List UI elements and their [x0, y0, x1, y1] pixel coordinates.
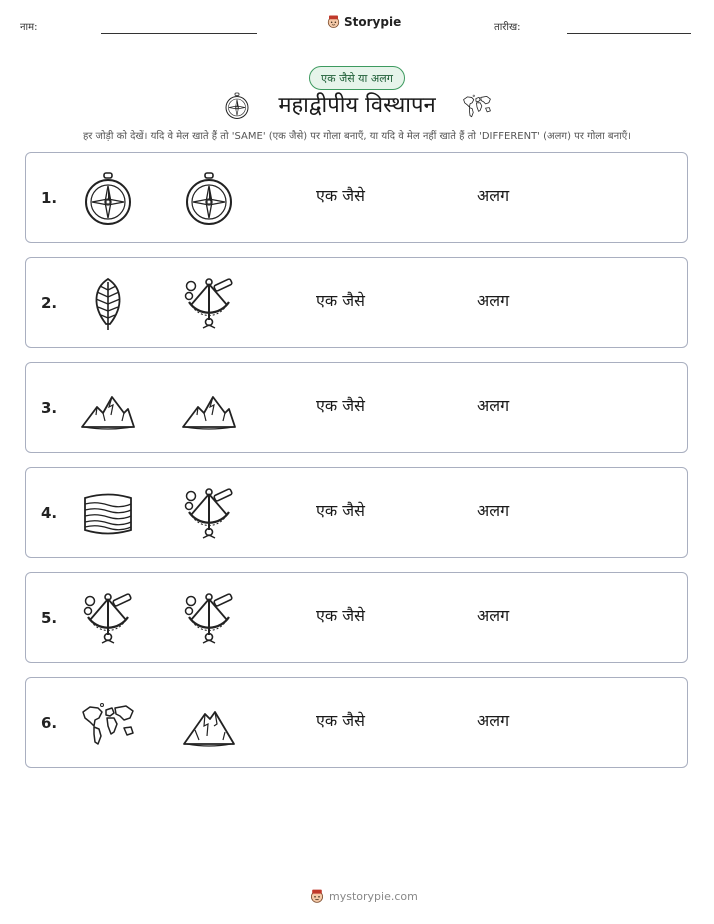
name-line[interactable] [101, 33, 257, 34]
date-line[interactable] [567, 33, 691, 34]
question-number: 5. [41, 609, 58, 627]
mountain-icon [181, 696, 237, 752]
same-option[interactable]: एक जैसे [316, 291, 365, 310]
footer [309, 887, 418, 905]
brand-name: Storypie [344, 14, 402, 29]
question-number: 2. [41, 294, 58, 312]
question-number: 4. [41, 504, 58, 522]
sextant-icon [181, 591, 237, 647]
different-option[interactable]: अलग [477, 396, 510, 415]
same-option[interactable]: एक जैसे [316, 711, 365, 730]
name-label: नाम: [20, 22, 38, 33]
sextant-icon [80, 591, 136, 647]
mountains-icon [80, 381, 136, 437]
same-option[interactable]: एक जैसे [316, 186, 365, 205]
same-option[interactable]: एक जैसे [316, 501, 365, 520]
compass-icon [80, 171, 136, 227]
question-row [25, 152, 688, 243]
worksheet-type-badge: एक जैसे या अलग [309, 66, 405, 90]
world-map-icon [460, 91, 494, 121]
question-number: 6. [41, 714, 58, 732]
sextant-icon [181, 486, 237, 542]
different-option[interactable]: अलग [477, 291, 510, 310]
page-title: महाद्वीपीय विस्थापन [278, 93, 436, 118]
sextant-icon [181, 276, 237, 332]
footer-site[interactable]: mystorypie.com [329, 889, 418, 903]
storypie-logo-icon [326, 13, 341, 30]
same-option[interactable]: एक जैसे [316, 396, 365, 415]
question-row [25, 362, 688, 453]
storypie-logo-icon [309, 887, 325, 905]
same-option[interactable]: एक जैसे [316, 606, 365, 625]
question-row [25, 677, 688, 768]
question-number: 3. [41, 399, 58, 417]
question-row [25, 572, 688, 663]
different-option[interactable]: अलग [477, 186, 510, 205]
different-option[interactable]: अलग [477, 606, 510, 625]
rock-layers-icon [80, 486, 136, 542]
different-option[interactable]: अलग [477, 501, 510, 520]
instructions: हर जोड़ी को देखें। यदि वे मेल खाते हैं तो 'SAME' (एक जैसे) पर गोला बनाएँ, या यदि वे मेल नहीं खाते हैं तो 'DIFFERENT' (अलग) पर गोला बनाएँ। [82, 131, 632, 142]
different-option[interactable]: अलग [477, 711, 510, 730]
world-map-icon [80, 696, 136, 752]
leaf-fossil-icon [80, 276, 136, 332]
mountains-icon [181, 381, 237, 437]
question-number: 1. [41, 189, 58, 207]
date-label: तारीख: [494, 22, 521, 33]
brand-logo [326, 13, 401, 30]
compass-icon [181, 171, 237, 227]
question-row [25, 467, 688, 558]
question-row [25, 257, 688, 348]
